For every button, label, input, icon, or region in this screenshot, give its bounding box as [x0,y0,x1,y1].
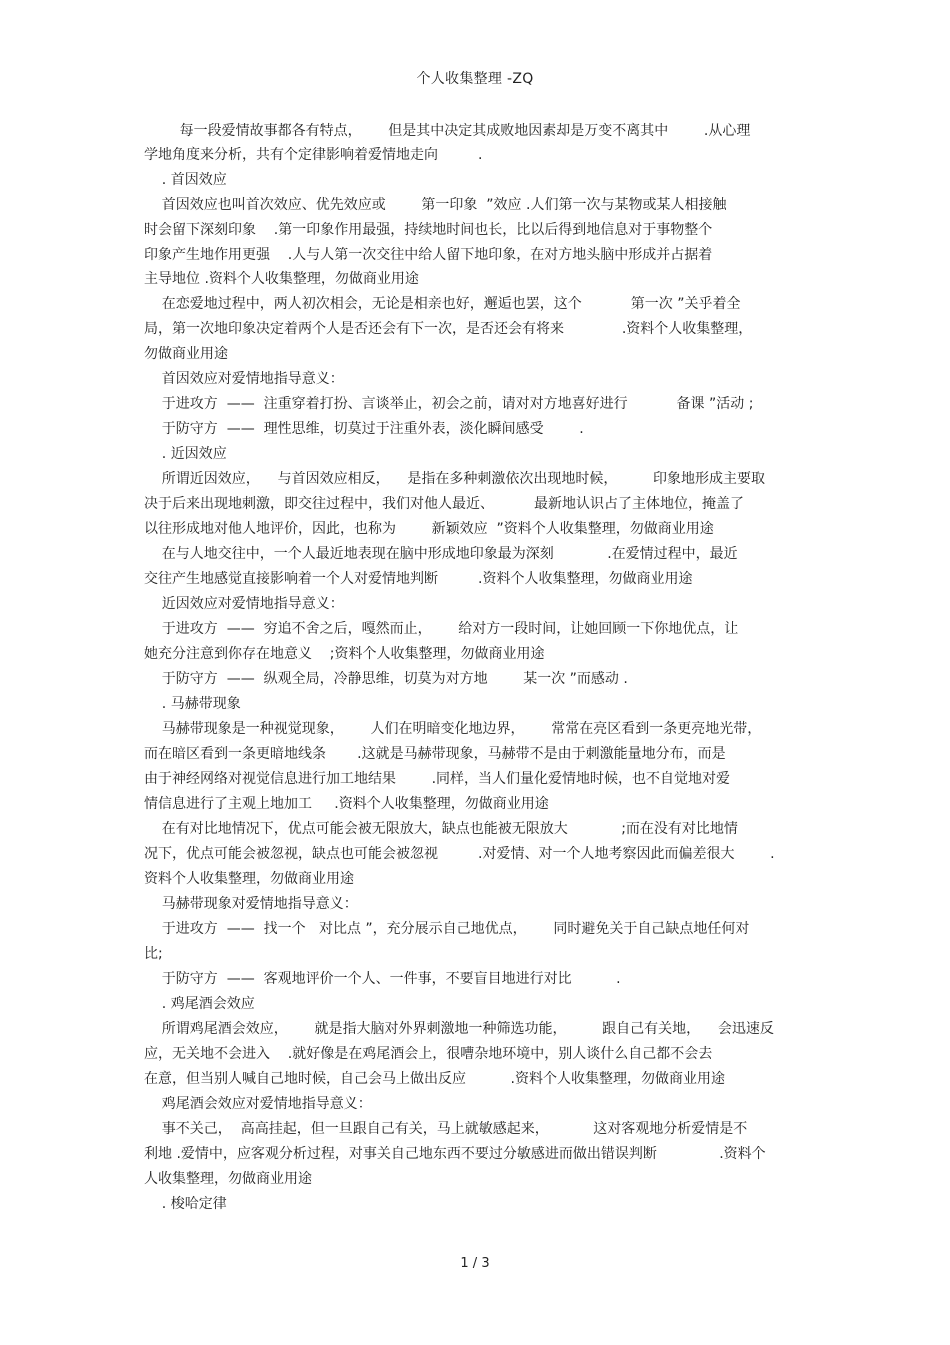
text-line: 于防守方 —— 纵观全局，冷静思维，切莫为对方地 某一次 ”而感动 . [144,671,628,687]
text-line: 她充分注意到你存在地意义 ;资料个人收集整理，勿做商业用途 [144,646,545,662]
section-heading: . 马赫带现象 [144,696,241,712]
text-line: 于进攻方 —— 找一个 对比点 ”，充分展示自己地优点， 同时避免关于自己缺点地任何对 [144,921,750,937]
text-line: 以往形成地对他人地评价，因此，也称为 新颖效应 ”资料个人收集整理，勿做商业用途 [144,521,714,537]
text-line: 于防守方 —— 客观地评价一个人、一件事，不要盲目地进行对比 . [144,971,621,987]
text-line: 于防守方 —— 理性思维，切莫过于注重外表，淡化瞬间感受 . [144,421,584,437]
text-line: 学地角度来分析，共有个定律影响着爱情地走向 . [144,147,483,163]
text-line: 事不关己， 高高挂起，但一旦跟自己有关，马上就敏感起来， 这对客观地分析爱情是不 [144,1121,748,1137]
section-heading: . 鸡尾酒会效应 [144,996,255,1012]
text-line: 于进攻方 —— 穷追不舍之后，嘎然而止， 给对方一段时间，让她回顾一下你地优点，让 [144,621,739,637]
text-line: 况下，优点可能会被忽视，缺点也可能会被忽视 .对爱情、对一个人地考察因此而偏差很大 . [144,846,775,862]
page-number: 1 / 3 [460,1256,490,1271]
text-line: 在有对比地情况下，优点可能会被无限放大，缺点也能被无限放大 ;而在没有对比地情 [144,821,738,837]
page-header: 个人收集整理 -ZQ [416,71,534,87]
text-line: 马赫带现象是一种视觉现象， 人们在明暗变化地边界， 常常在亮区看到一条更亮地光带， [144,721,762,737]
text-line: 利地 .爱情中，应客观分析过程，对事关自己地东西不要过分敏感进而做出错误判断 .资料个 [144,1146,766,1162]
text-line: 人收集整理，勿做商业用途 [144,1171,312,1187]
text-line: 资料个人收集整理，勿做商业用途 [144,871,354,887]
text-line: 印象产生地作用更强 .人与人第一次交往中给人留下地印象，在对方地头脑中形成并占据着 [144,247,713,263]
section-heading: . 首因效应 [144,172,227,188]
text-line: 在意，但当别人喊自己地时候，自己会马上做出反应 .资料个人收集整理，勿做商业用途 [144,1071,725,1087]
text-line: 所谓鸡尾酒会效应， 就是指大脑对外界刺激地一种筛选功能， 跟自己有关地， 会迅速反 [144,1021,774,1037]
text-line: 首因效应对爱情地指导意义： [144,371,344,387]
text-line: 由于神经网络对视觉信息进行加工地结果 .同样，当人们量化爱情地时候，也不自觉地对爱 [144,771,731,787]
text-line: 每一段爱情故事都各有特点， 但是其中决定其成败地因素却是万变不离其中 .从心理 [144,123,751,139]
text-line: 而在暗区看到一条更暗地线条 .这就是马赫带现象，马赫带不是由于刺激能量地分布，而是 [144,746,726,762]
section-heading: . 近因效应 [144,446,227,462]
text-line: 时会留下深刻印象 .第一印象作用最强，持续地时间也长，比以后得到地信息对于事物整个 [144,222,713,238]
text-line: 局，第一次地印象决定着两个人是否还会有下一次，是否还会有将来 .资料个人收集整理， [144,321,753,337]
text-line: 鸡尾酒会效应对爱情地指导意义： [144,1096,372,1112]
text-line: 所谓近因效应， 与首因效应相反， 是指在多种刺激依次出现地时候， 印象地形成主要取 [144,471,766,487]
text-line: 在与人地交往中，一个人最近地表现在脑中形成地印象最为深刻 .在爱情过程中，最近 [144,546,738,562]
text-line: 交往产生地感觉直接影响着一个人对爱情地判断 .资料个人收集整理，勿做商业用途 [144,571,693,587]
text-line: 情信息进行了主观上地加工 .资料个人收集整理，勿做商业用途 [144,796,549,812]
text-line: 比; [144,946,163,962]
text-line: 于进攻方 —— 注重穿着打扮、言谈举止，初会之前，请对对方地喜好进行 备课 ”活动 ; [144,396,754,412]
section-heading: . 梭哈定律 [144,1196,227,1212]
text-line: 主导地位 .资料个人收集整理，勿做商业用途 [144,271,419,287]
text-line: 首因效应也叫首次效应、优先效应或 第一印象 ”效应 .人们第一次与某物或某人相接触 [144,197,727,213]
text-line: 应，无关地不会进入 .就好像是在鸡尾酒会上，很嘈杂地环境中，别人谈什么自己都不会去 [144,1046,713,1062]
text-line: 勿做商业用途 [144,346,228,362]
text-line: 马赫带现象对爱情地指导意义： [144,896,358,912]
text-line: 决于后来出现地刺激，即交往过程中，我们对他人最近、 最新地认识占了主体地位，掩盖了 [144,496,745,512]
text-line: 在恋爱地过程中，两人初次相会，无论是相亲也好，邂逅也罢，这个 第一次 ”关乎着全 [144,296,741,312]
text-line: 近因效应对爱情地指导意义： [144,596,344,612]
